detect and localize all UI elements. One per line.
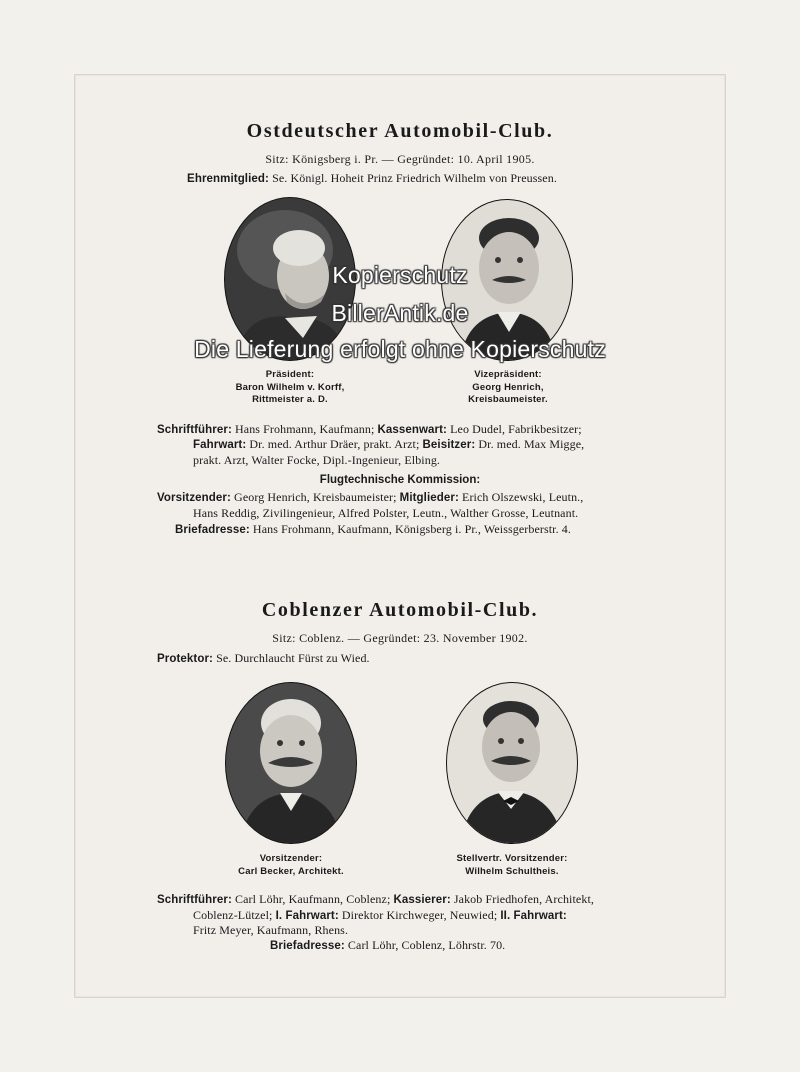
club1-line5: Hans Reddig, Zivilingenieur, Alfred Polster, Leutn., Walther Grosse, Leutnant. — [193, 506, 579, 520]
club1-line6: Briefadresse: Hans Frohmann, Kaufmann, Königsberg i. Pr., Weissgerberstr. 4. — [175, 522, 572, 536]
club2-title: Coblenzer Automobil-Club. — [261, 599, 539, 621]
watermark-line3: Die Lieferung erfolgt ohne Kopierschutz — [194, 336, 606, 362]
club2-line4: Briefadresse: Carl Löhr, Coblenz, Löhrstr. 70. — [270, 938, 506, 952]
club1-honor: Ehrenmitglied: Se. Königl. Hoheit Prinz Friedrich Wilhelm von Preussen. — [187, 171, 557, 185]
club2-meta: Sitz: Coblenz. — Gegründet: 23. November 1902. — [272, 631, 528, 645]
club2-line3: Fritz Meyer, Kaufmann, Rhens. — [193, 923, 349, 937]
club1-line2: Fahrwart: Dr. med. Arthur Dräer, prakt. Arzt; Beisitzer: Dr. med. Max Migge, — [193, 437, 585, 451]
commission-heading: Flugtechnische Kommission: — [319, 474, 481, 486]
watermark-line1: Kopierschutz — [332, 262, 468, 288]
club1-line4: Vorsitzender: Georg Henrich, Kreisbaumeister; Mitglieder: Erich Olszewski, Leutn., — [157, 490, 584, 504]
club2-line2: Coblenz-Lützel; I. Fahrwart: Direktor Kirchweger, Neuwied; II. Fahrwart: — [193, 908, 567, 922]
caption-chairman: Vorsitzender: Carl Becker, Architekt. — [238, 853, 344, 877]
caption-vicepresident: Vizepräsident: Georg Henrich, Kreisbaumeister. — [468, 369, 548, 405]
caption-president: Präsident: Baron Wilhelm v. Korff, Rittmeister a. D. — [235, 369, 345, 405]
club1-line1: Schriftführer: Hans Frohmann, Kaufmann; Kassenwart: Leo Dudel, Fabrikbesitzer; — [157, 422, 582, 436]
portrait-vice-chairman — [447, 683, 577, 843]
club1-title: Ostdeutscher Automobil-Club. — [246, 120, 554, 142]
club1-meta: Sitz: Königsberg i. Pr. — Gegründet: 10. April 1905. — [265, 152, 535, 166]
club2-line1: Schriftführer: Carl Löhr, Kaufmann, Coblenz; Kassierer: Jakob Friedhofen, Architekt, — [157, 892, 594, 906]
club2-protector: Protektor: Se. Durchlaucht Fürst zu Wied. — [157, 651, 370, 665]
watermark-line2: BillerAntik.de — [331, 300, 469, 326]
club1-line3: prakt. Arzt, Walter Focke, Dipl.-Ingenieur, Elbing. — [193, 453, 441, 467]
caption-vice-chairman: Stellvertr. Vorsitzender: Wilhelm Schultheis. — [456, 853, 568, 877]
portrait-chairman — [226, 683, 356, 843]
